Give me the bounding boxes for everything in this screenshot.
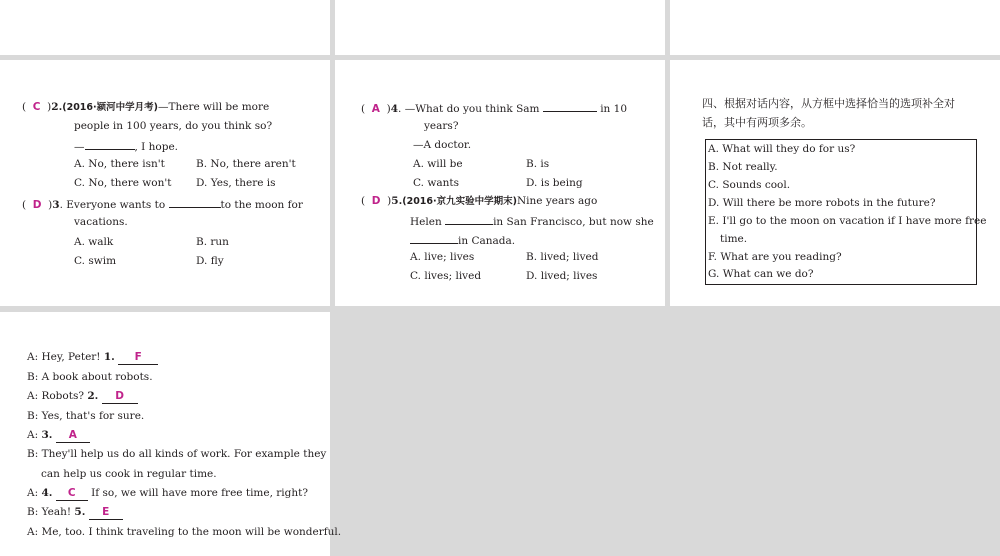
q4-answer: A [371, 103, 380, 115]
q3-option-d[interactable]: D. fly [196, 255, 224, 267]
dialogue-line-7: can help us cook in regular time. [41, 468, 217, 480]
q3-option-a[interactable]: A. walk [74, 236, 114, 248]
dialogue-blank-3[interactable]: A [56, 428, 90, 443]
q4-number: 4 [390, 103, 399, 115]
q2-answer: C [32, 101, 41, 113]
q4-option-b[interactable]: B. is [526, 158, 550, 170]
dialogue-line-8: A: 4. C If so, we will have more free time, right? [27, 487, 308, 499]
q5-option-c[interactable]: C. lives; lived [410, 270, 482, 282]
dialogue-blank-5[interactable]: E [89, 505, 123, 520]
box-option-a: A. What will they do for us? [708, 143, 856, 155]
panel-section-4 [670, 60, 1000, 306]
q5-option-a[interactable]: A. live; lives [410, 251, 475, 263]
dialogue-line-6: B: They'll help us do all kinds of work. For example they [27, 448, 327, 460]
q2-option-b[interactable]: B. No, there aren't [196, 158, 296, 170]
q3-line2: vacations. [74, 216, 128, 228]
q2-option-a[interactable]: A. No, there isn't [74, 158, 165, 170]
box-option-e: E. I'll go to the moon on vacation if I have more free [708, 215, 987, 227]
q5-number: 5 [391, 195, 399, 207]
dialogue-blank-1[interactable]: F [118, 350, 158, 365]
q2-line3: — , I hope. [74, 138, 178, 154]
panel-dialogue [0, 312, 342, 556]
q2-stem: —There will be more [157, 101, 270, 113]
section4-instruction-line1: 四、根据对话内容，从方框中选择恰当的选项补全对 [702, 97, 955, 110]
q5-line3: in Canada. [410, 232, 515, 248]
section4-instruction-line2: 话，其中有两项多余。 [702, 116, 812, 129]
panel-questions-4-5 [335, 60, 665, 306]
box-option-d: D. Will there be more robots in the future? [708, 197, 936, 209]
dialogue-line-5: A: 3. A [27, 428, 90, 443]
top-panel-left [0, 0, 330, 55]
box-option-g: G. What can we do? [708, 268, 814, 280]
box-option-f: F. What are you reading? [708, 251, 842, 263]
q5-blank-1[interactable] [445, 213, 493, 225]
q4-option-a[interactable]: A. will be [413, 158, 463, 170]
q5-line1: ( D )5.(2016·京九实验中学期末)Nine years ago [361, 195, 598, 207]
q5-line2: Helen in San Francisco, but now she [410, 213, 654, 229]
top-panel-right [670, 0, 1000, 55]
box-option-e-cont: time. [720, 233, 748, 245]
box-option-b: B. Not really. [708, 161, 778, 173]
q4-line1: ( A )4. —What do you think Sam in 10 [361, 100, 627, 116]
q3-line1: ( D )3. Everyone wants to to the moon for [22, 196, 303, 212]
dialogue-blank-2[interactable]: D [102, 389, 138, 404]
q4-option-d[interactable]: D. is being [526, 177, 583, 189]
dialogue-line-4: B: Yes, that's for sure. [27, 410, 145, 422]
panel-questions-2-3 [0, 60, 330, 306]
q2-blank[interactable] [85, 138, 135, 150]
dialogue-line-1: A: Hey, Peter! 1. F [27, 350, 158, 365]
q3-number: 3 [52, 199, 60, 211]
q3-option-c[interactable]: C. swim [74, 255, 117, 267]
q2-line1: ( C )2.(2016·颍河中学月考)—There will be more [22, 101, 270, 113]
q3-blank[interactable] [169, 196, 221, 208]
q5-option-b[interactable]: B. lived; lived [526, 251, 599, 263]
q3-answer: D [32, 199, 42, 211]
q2-source: (2016·颍河中学月考) [62, 102, 158, 113]
q5-source: (2016·京九实验中学期末) [402, 196, 517, 207]
box-option-c: C. Sounds cool. [708, 179, 791, 191]
q4-option-c[interactable]: C. wants [413, 177, 459, 189]
options-box [705, 139, 987, 285]
dialogue-line-10: A: Me, too. I think traveling to the moon will be wonderful. [27, 526, 342, 538]
dialogue-line-2: B: A book about robots. [27, 371, 153, 383]
dialogue-line-9: B: Yeah! 5. E [27, 505, 123, 520]
dialogue-line-3: A: Robots? 2. D [27, 389, 138, 404]
q4-line3: —A doctor. [413, 139, 472, 151]
q2-line2: people in 100 years, do you think so? [74, 120, 273, 132]
q5-stem: Nine years ago [516, 195, 598, 207]
q4-line2: years? [424, 120, 459, 132]
q3-option-b[interactable]: B. run [196, 236, 229, 248]
q2-number: 2 [51, 101, 59, 113]
q2-option-c[interactable]: C. No, there won't [74, 177, 172, 189]
dialogue-blank-4[interactable]: C [56, 486, 88, 501]
q4-blank[interactable] [543, 100, 597, 112]
q2-option-d[interactable]: D. Yes, there is [196, 177, 276, 189]
q5-answer: D [371, 195, 381, 207]
q5-blank-2[interactable] [410, 232, 458, 244]
top-panel-middle [335, 0, 665, 55]
q5-option-d[interactable]: D. lived; lives [526, 270, 598, 282]
